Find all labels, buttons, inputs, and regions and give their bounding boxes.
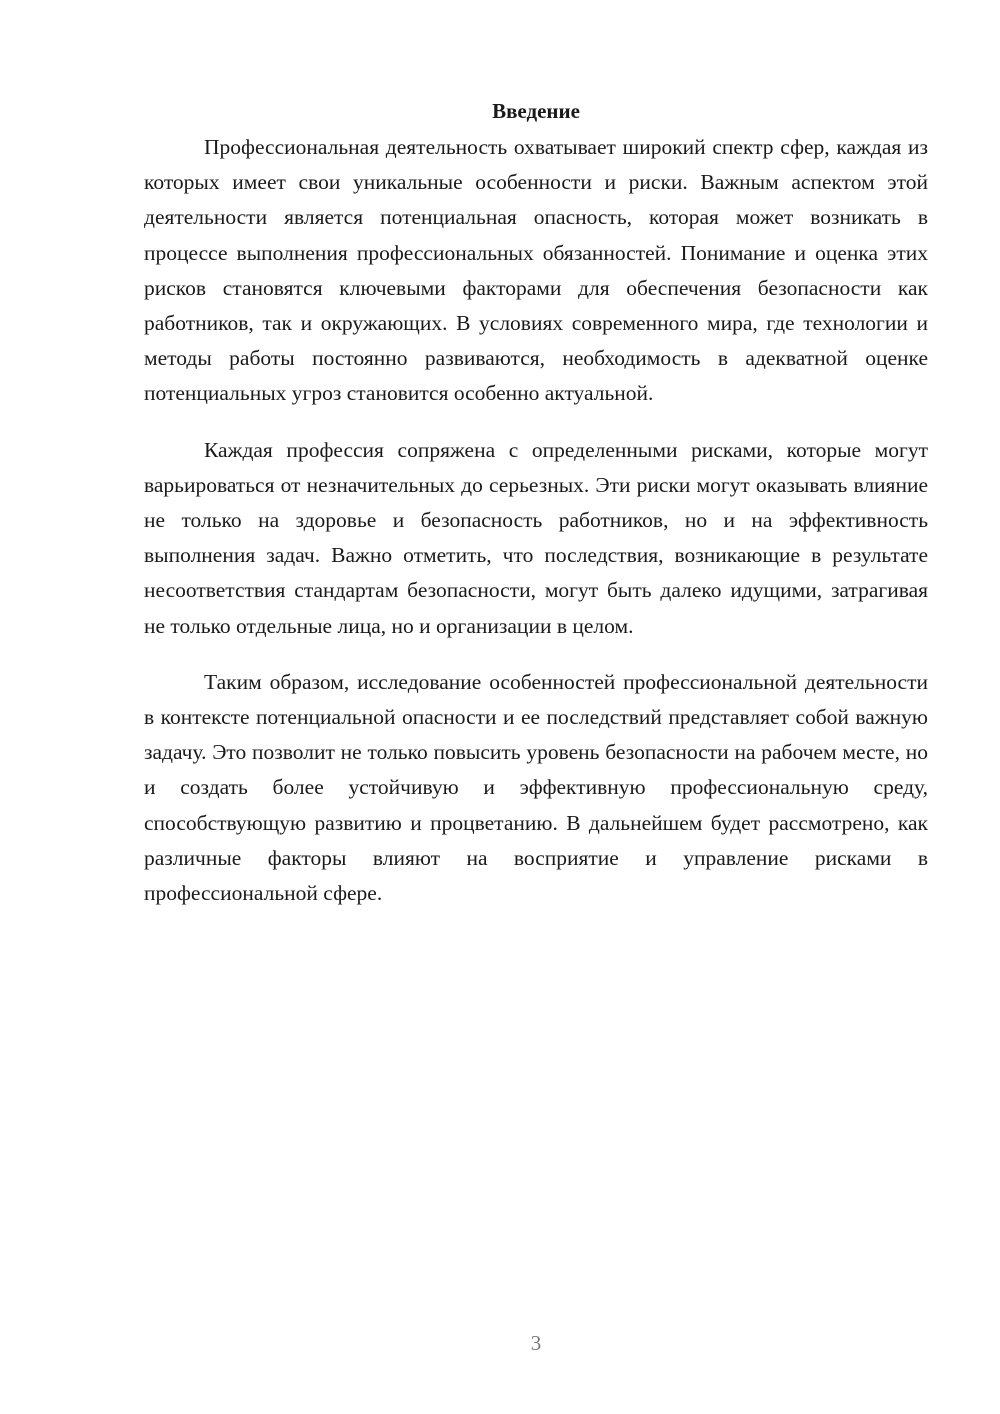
paragraph-1: Профессиональная деятельность охватывает широкий спектр сфер, каждая из которых имеет свои уникальные особенности и риски. Важным аспектом этой деятельности является потенциальная опасность, которая может возникать в процессе выполнения профессиональных обязанностей. Понимание и оценка этих рисков становятся ключевыми факторами для обеспечения безопасности как работников, так и окружающих. В условиях современного мира, где технологии и методы работы постоянно развиваются, необходимость в адекватной оценке потенциальных угроз становится особенно актуальной. — [144, 135, 928, 406]
section-title: Введение — [492, 99, 580, 123]
page-content — [144, 93, 928, 932]
paragraph-3: Таким образом, исследование особенностей профессиональной деятельности в контексте потенциальной опасности и ее последствий представляет собой важную задачу. Это позволит не только повысить уровень безопасности на рабочем месте, но и создать более устойчивую и эффективную профессиональную среду, способствующую развитию и процветанию. В дальнейшем будет рассмотрено, как различные факторы влияют на восприятие и управление рисками в профессиональной сфере. — [144, 669, 928, 906]
paragraph-2: Каждая профессия сопряжена с определенными рисками, которые могут варьироваться от незначительных до серьезных. Эти риски могут оказывать влияние не только на здоровье и безопасность работников, но и на эффективность выполнения задач. Важно отметить, что последствия, возникающие в результате несоответствия стандартам безопасности, могут быть далеко идущими, затрагивая не только отдельные лица, но и организации в целом. — [144, 437, 928, 638]
page-number: 3 — [530, 1331, 542, 1355]
